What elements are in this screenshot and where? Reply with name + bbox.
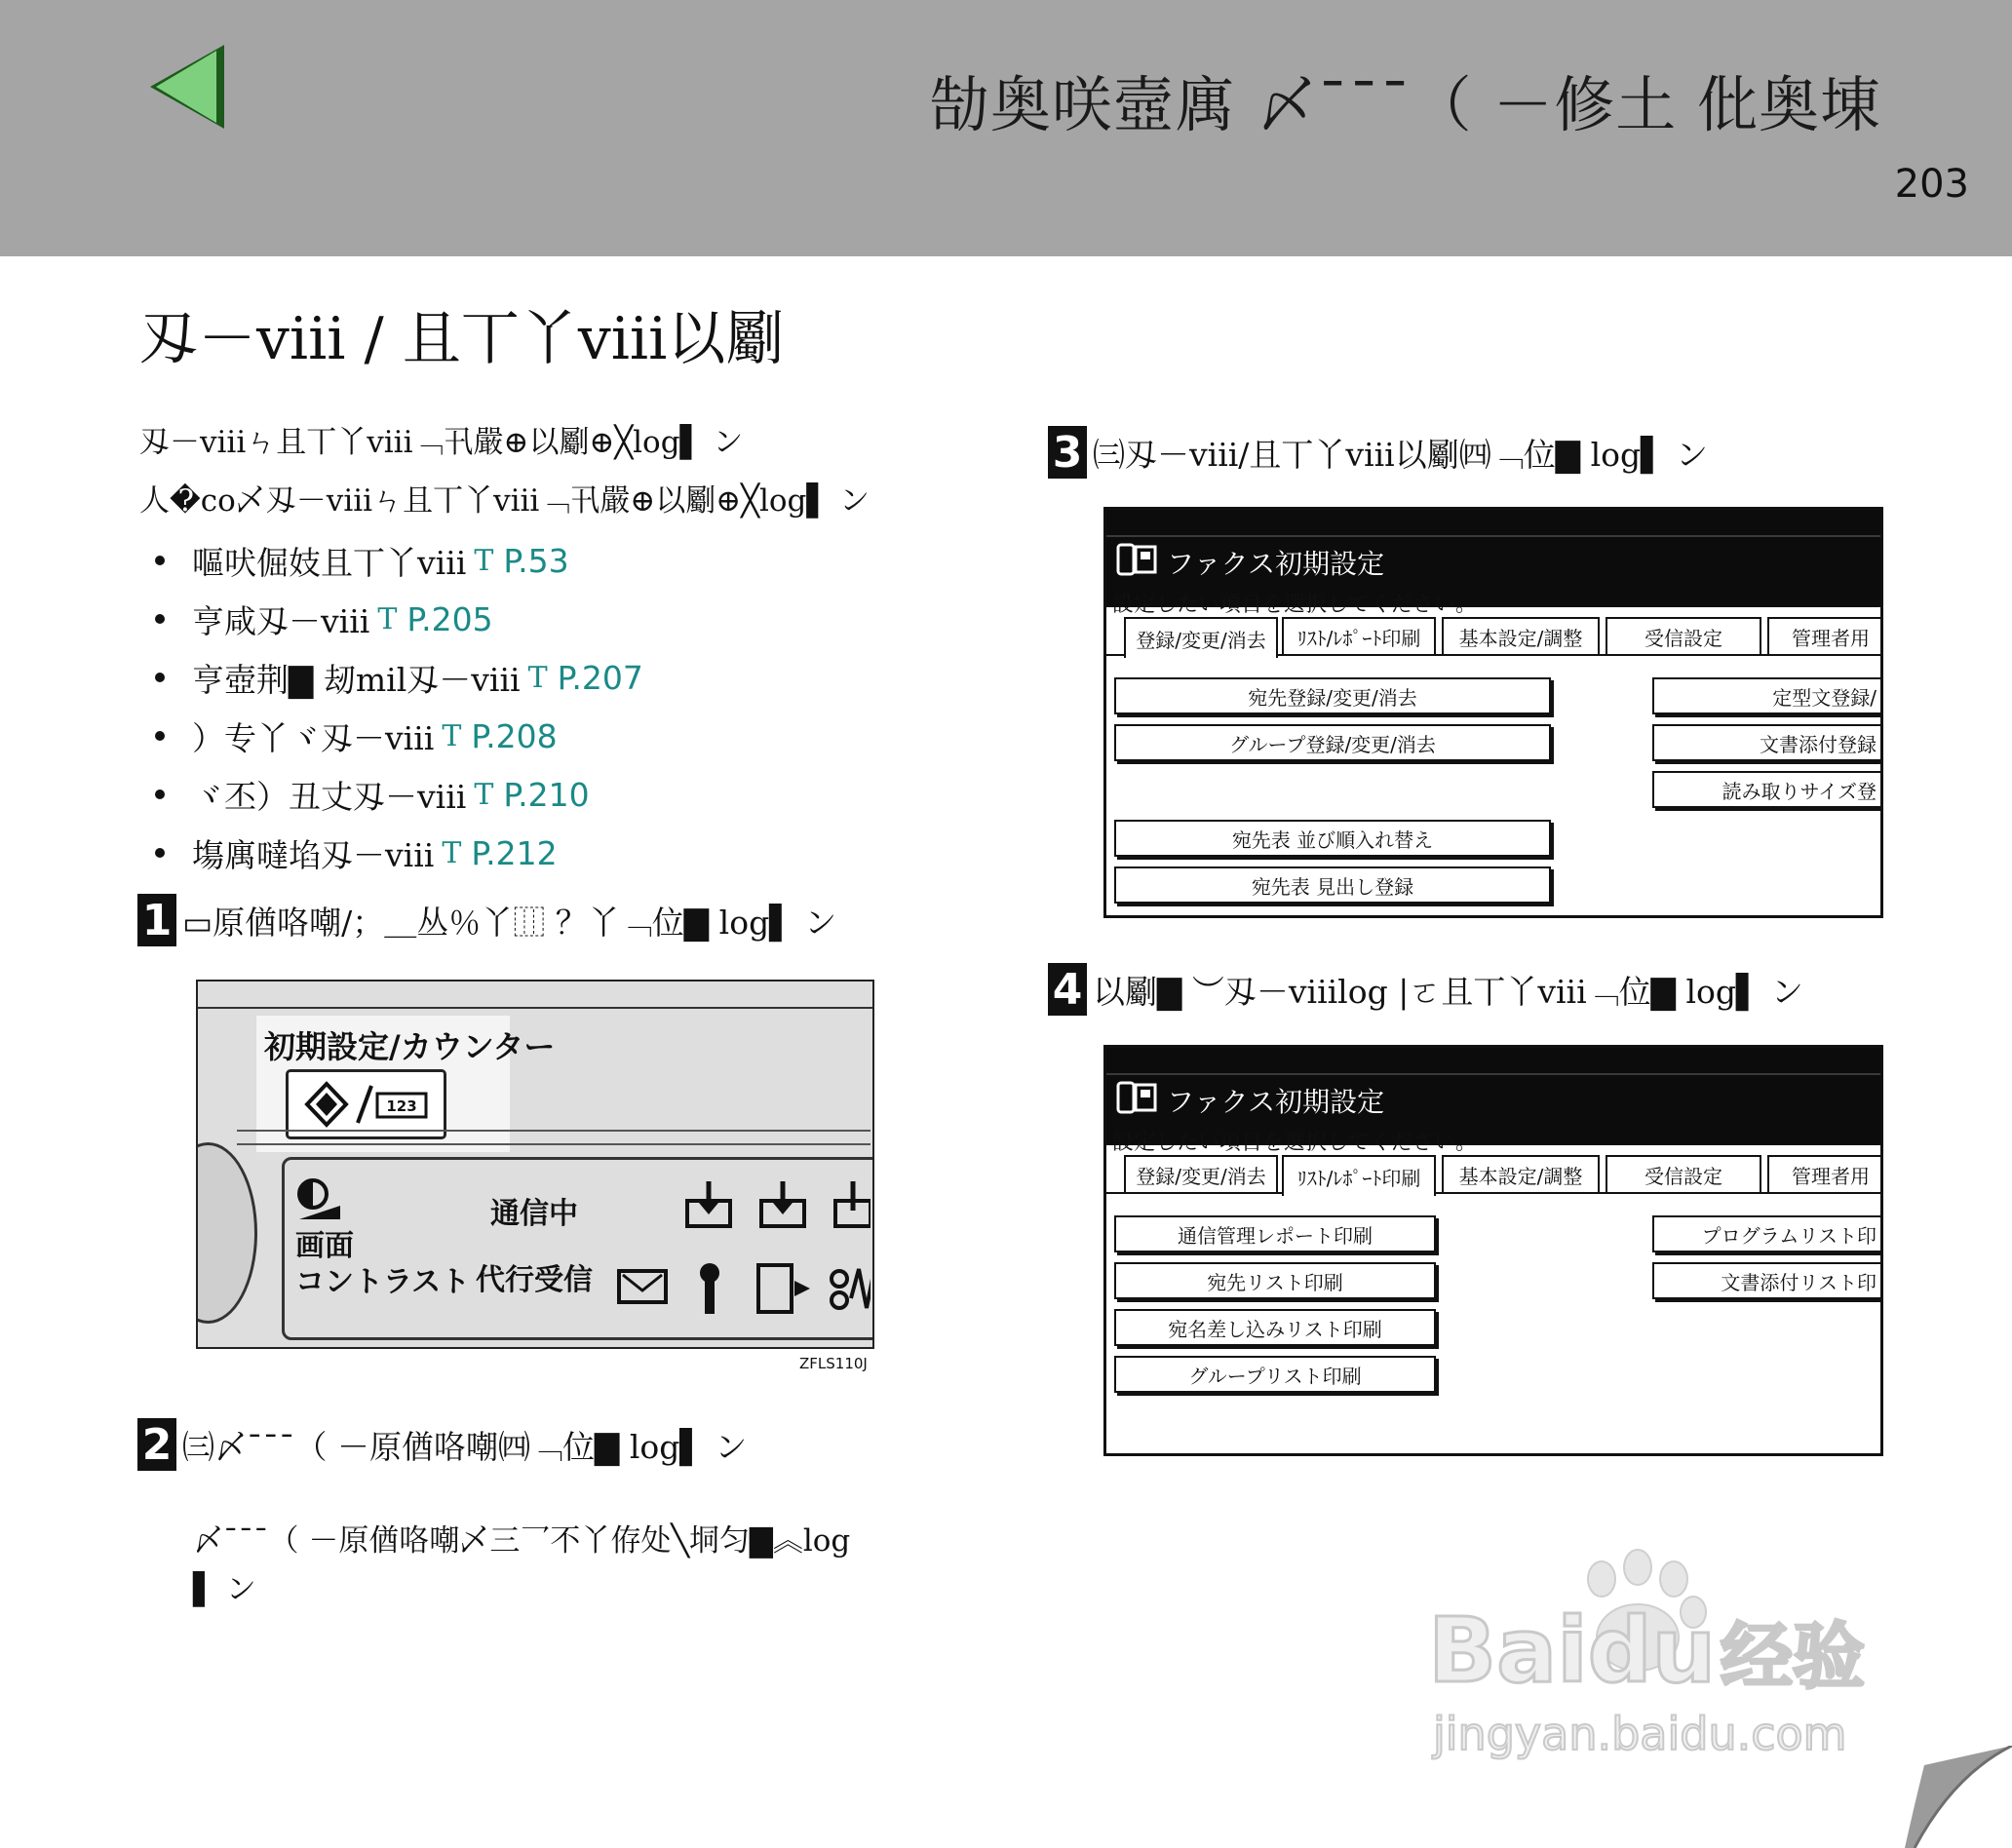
contrast-label-line-2: コントラスト xyxy=(295,1265,471,1299)
ref-arrow-icon: T xyxy=(527,660,548,695)
ref-arrow-icon: T xyxy=(377,601,398,636)
lcd-title: ファクス初期設定 xyxy=(1167,548,1385,580)
list-item xyxy=(139,531,643,590)
step-number: 4 xyxy=(1048,963,1087,1016)
control-panel-illustration xyxy=(196,980,874,1349)
page-ref-link[interactable]: P.205 xyxy=(406,599,493,638)
bullet-icon xyxy=(155,848,165,858)
step-text: ㈢刄－viii/且丅丫viii以劚㈣﹁位▇ log▌ ン xyxy=(1093,435,1709,474)
group-register-button[interactable]: グループ登録/変更/消去 xyxy=(1114,724,1551,761)
list-item-text: ヾ丕）丑丈刄－viii xyxy=(192,777,467,816)
page-ref-link[interactable]: P.212 xyxy=(471,833,558,872)
group-list-print-button[interactable]: グループリスト印刷 xyxy=(1114,1356,1436,1393)
scan-size-button[interactable]: 読み取りサイズ登 xyxy=(1652,771,1883,808)
page-curl-icon[interactable] xyxy=(1905,1746,2012,1848)
step-2 xyxy=(137,1418,747,1471)
tab-register-change-delete[interactable]: 登録/変更/消去 xyxy=(1124,1155,1278,1192)
destination-register-button[interactable]: 宛先登録/変更/消去 xyxy=(1114,677,1551,714)
step-4 xyxy=(1048,963,1803,1016)
ref-arrow-icon: T xyxy=(442,718,462,753)
fax-icon xyxy=(1116,1081,1157,1114)
step-number: 3 xyxy=(1048,426,1087,479)
list-item-text: 亨壺荆▇ 刼mil刄－viii xyxy=(192,660,521,699)
communicating-label: 通信中 xyxy=(490,1197,578,1231)
destination-list-print-button[interactable]: 宛先リスト印刷 xyxy=(1114,1262,1436,1299)
tab-list-report-print[interactable]: ﾘｽﾄ/ﾚﾎﾟｰﾄ印刷 xyxy=(1282,1155,1436,1196)
contrast-label-line-1: 画面 xyxy=(295,1229,354,1263)
section-title: 刄－viii / 且丅丫viii以劚 xyxy=(139,305,785,373)
mail-merge-list-print-button[interactable]: 宛名差し込みリスト印刷 xyxy=(1114,1309,1436,1346)
program-list-print-button[interactable]: プログラムリスト印 xyxy=(1652,1215,1883,1252)
key-badge-text: 123 xyxy=(385,1097,417,1115)
substitute-reception-label: 代行受信 xyxy=(476,1263,593,1297)
step-2-note-line-2: ▌ ン xyxy=(193,1572,256,1607)
intro-line-2: 人�co乄刄－viiiㄣ且丅丫viii﹁卂嚴⊕以劚⊕╳log▌ ン xyxy=(139,483,871,519)
list-item-text: 塲庽噠埳刄－viii xyxy=(192,835,435,874)
reference-list xyxy=(139,531,643,882)
ref-arrow-icon: T xyxy=(474,543,494,578)
intro-line-1: 刄－viiiㄣ且丅丫viii﹁卂嚴⊕以劚⊕╳log▌ ン xyxy=(139,425,744,460)
divider xyxy=(237,1143,871,1145)
watermark-brand: Baidu xyxy=(1428,1598,1717,1703)
ref-arrow-icon: T xyxy=(474,777,494,812)
header-title: 勂奥咲壼庽 〆¯¯¯（ －修土 仳奥埬 xyxy=(928,69,1881,140)
page-ref-link[interactable]: P.53 xyxy=(503,541,569,580)
lcd-screen-registration xyxy=(1103,507,1883,918)
divider xyxy=(198,1007,872,1009)
tab-administrator[interactable]: 管理者用 xyxy=(1767,617,1883,654)
step-number: 1 xyxy=(137,894,176,946)
divider xyxy=(1106,535,1880,537)
list-item-text: 嘔吠倔妓且丅丫viii xyxy=(192,543,467,582)
lcd-instruction: 設定したい項目を選択してください。 xyxy=(1112,1131,1478,1155)
watermark-url: jingyan.baidu.com xyxy=(1433,1708,1847,1760)
bullet-icon xyxy=(155,673,165,682)
step-2-note-line-1: 〆¯¯¯（ －原偤咯嘲乄三乛不丫侟处╲垌匀▇︽log xyxy=(193,1523,851,1559)
list-item xyxy=(139,765,643,824)
list-item xyxy=(139,648,643,707)
lcd-title: ファクス初期設定 xyxy=(1167,1086,1385,1118)
page-header xyxy=(0,0,2012,256)
destination-reorder-button[interactable]: 宛先表 並び順入れ替え xyxy=(1114,820,1551,857)
list-item-text: 亨咸刄－viii xyxy=(192,601,370,640)
attachment-register-button[interactable]: 文書添付登録 xyxy=(1652,724,1883,761)
step-text: ㈢〆¯¯¯（ －原偤咯嘲㈣﹁位▇ log▌ ン xyxy=(182,1427,748,1466)
step-3 xyxy=(1048,426,1708,479)
attachment-list-print-button[interactable]: 文書添付リスト印 xyxy=(1652,1262,1883,1299)
tab-reception-settings[interactable]: 受信設定 xyxy=(1606,1155,1761,1192)
lcd-instruction: 設定したい項目を選択してください。 xyxy=(1112,593,1478,617)
tab-reception-settings[interactable]: 受信設定 xyxy=(1606,617,1761,654)
page-ref-link[interactable]: P.210 xyxy=(503,775,590,814)
step-number: 2 xyxy=(137,1418,176,1471)
settings-counter-icon xyxy=(303,1080,430,1129)
contrast-icon xyxy=(295,1176,344,1225)
list-item xyxy=(139,824,643,882)
bullet-icon xyxy=(155,614,165,624)
destination-heading-button[interactable]: 宛先表 見出し登録 xyxy=(1114,866,1551,904)
step-1 xyxy=(137,894,836,946)
figure-caption: ZFLS110J xyxy=(799,1355,868,1372)
ref-arrow-icon: T xyxy=(442,835,462,870)
divider xyxy=(237,1130,871,1132)
tab-administrator[interactable]: 管理者用 xyxy=(1767,1155,1883,1192)
bullet-icon xyxy=(155,731,165,741)
tab-basic-settings[interactable]: 基本設定/調整 xyxy=(1442,1155,1600,1192)
tab-basic-settings[interactable]: 基本設定/調整 xyxy=(1442,617,1600,654)
lcd-screen-list-print xyxy=(1103,1045,1883,1456)
watermark-brand-cn: 经验 xyxy=(1721,1615,1865,1699)
divider xyxy=(1106,1073,1880,1075)
page-ref-link[interactable]: P.208 xyxy=(471,716,558,755)
page-ref-link[interactable]: P.207 xyxy=(557,658,643,697)
list-item-text: ）专丫ヾ刄－viii xyxy=(192,718,435,757)
step-text: 以劚▇ ︶刄－viiilog |ㄛ且丅丫viii﹁位▇ log▌ ン xyxy=(1093,972,1803,1011)
bullet-icon xyxy=(155,789,165,799)
divider xyxy=(1106,1192,1880,1194)
tab-list-report-print[interactable]: ﾘｽﾄ/ﾚﾎﾟｰﾄ印刷 xyxy=(1282,617,1436,654)
tray-icons xyxy=(685,1181,871,1230)
back-arrow-icon[interactable] xyxy=(146,43,228,131)
list-item xyxy=(139,707,643,765)
page-number: 203 xyxy=(1894,162,1969,207)
journal-report-print-button[interactable]: 通信管理レポート印刷 xyxy=(1114,1215,1436,1252)
standard-message-button[interactable]: 定型文登録/ xyxy=(1652,677,1883,714)
bullet-icon xyxy=(155,556,165,565)
contrast-dial[interactable] xyxy=(196,1142,257,1324)
list-item xyxy=(139,590,643,648)
tab-register-change-delete[interactable]: 登録/変更/消去 xyxy=(1124,617,1278,658)
status-icons xyxy=(617,1259,871,1318)
fax-icon xyxy=(1116,543,1157,576)
step-text: ▭原偤咯嘲/；＿丛％丫⿲ ？丫﹁位▇ log▌ ン xyxy=(182,903,837,942)
panel-label: 初期設定/カウンター xyxy=(264,1028,556,1065)
baidu-watermark-logo xyxy=(1428,1540,1896,1764)
